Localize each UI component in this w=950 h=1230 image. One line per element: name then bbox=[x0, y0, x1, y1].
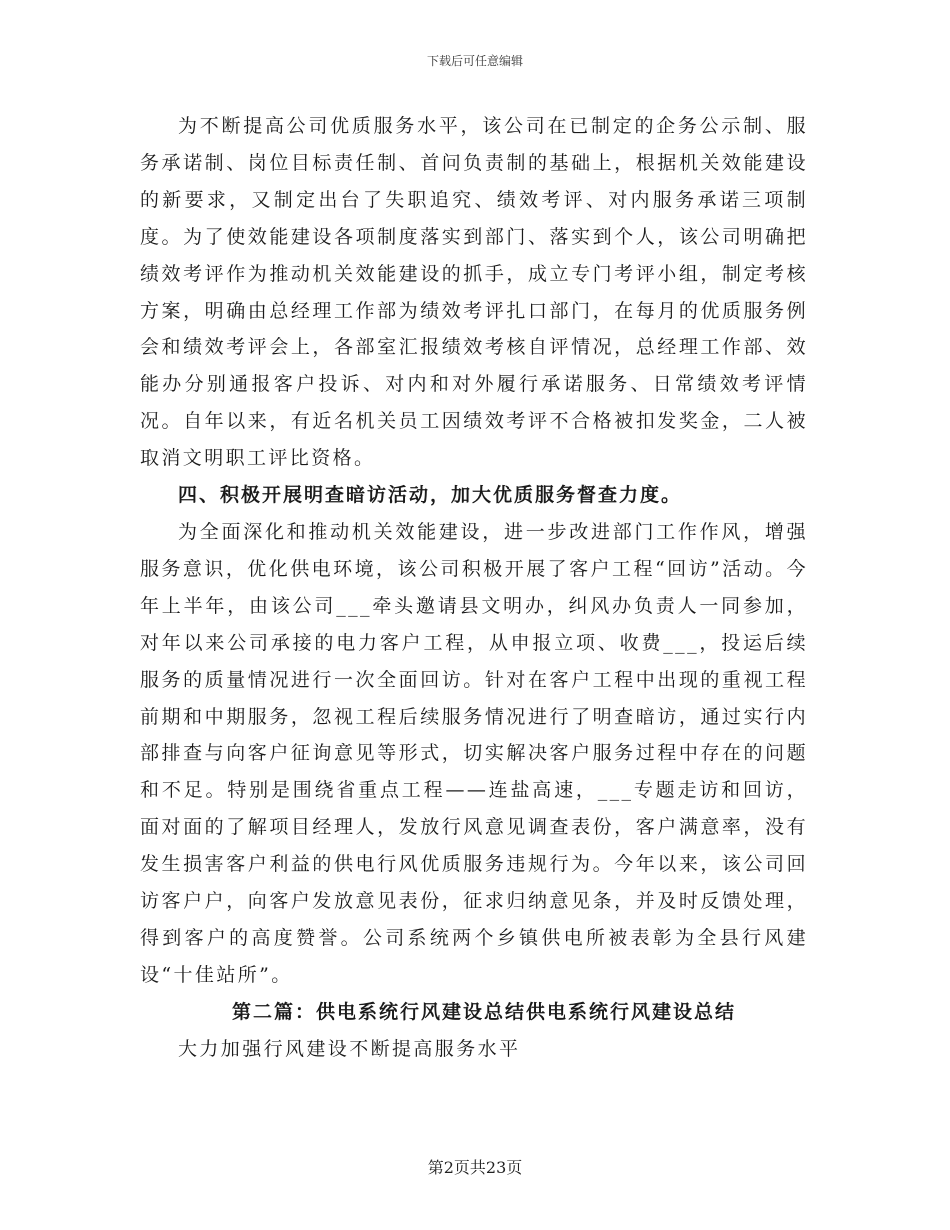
part-two-intro-line: 大力加强行风建设不断提高服务水平 bbox=[178, 1037, 521, 1060]
body-paragraph-2: 为全面深化和推动机关效能建设，进一步改进部门工作作风，增强服务意识，优化供电环境，该公司积极开展了客户工程“回访”活动。今年上半年，由该公司___牵头邀请县文明办，纠风办负责人一同参加，对年以来公司承接的电力客户工程，从申报立项、收费___，投运后续服务的质量情况进行一次全面回访。针对在客户工程中出现的重视工程前期和中期服务，忽视工程后续服务情况进行了明查暗访，通过实行内部排查与向客户征询意见等形式，切实解决客户服务过程中存在的问题和不足。特别是围绕省重点工程——连盐高速，___专题走访和回访，面对面的了解项目经理人，发放行风意见调查表份，客户满意率，没有发生损害客户利益的供电行风优质服务违规行为。今年以来，该公司回访客户户，向客户发放意见表份，征求归纳意见条，并及时反馈处理，得到客户的高度赞誉。公司系统两个乡镇供电所被表彰为全县行风建设“十佳站所”。 bbox=[140, 520, 808, 986]
section-heading-4: 四、积极开展明查暗访活动，加大优质服务督查力度。 bbox=[178, 484, 683, 507]
page-header-note: 下载后可任意编辑 bbox=[426, 54, 523, 68]
document-body bbox=[140, 108, 808, 1068]
body-paragraph-1: 为不断提高公司优质服务水平，该公司在已制定的企务公示制、服务承诺制、岗位目标责任制、首问负责制的基础上，根据机关效能建设的新要求，又制定出台了失职追究、绩效考评、对内服务承诺三项制度。为了使效能建设各项制度落实到部门、落实到个人，该公司明确把绩效考评作为推动机关效能建设的抓手，成立专门考评小组，制定考核方案，明确由总经理工作部为绩效考评扎口部门，在每月的优质服务例会和绩效考评会上，各部室汇报绩效考核自评情况，总经理工作部、效能办分别通报客户投诉、对内和对外履行承诺服务、日常绩效考评情况。自年以来，有近名机关员工因绩效考评不合格被扣发奖金，二人被取消文明职工评比资格。 bbox=[140, 115, 808, 470]
page-number-footer: 第2页共23页 bbox=[427, 1158, 523, 1177]
part-two-heading: 第二篇：供电系统行风建设总结供电系统行风建设总结 bbox=[231, 1000, 736, 1023]
